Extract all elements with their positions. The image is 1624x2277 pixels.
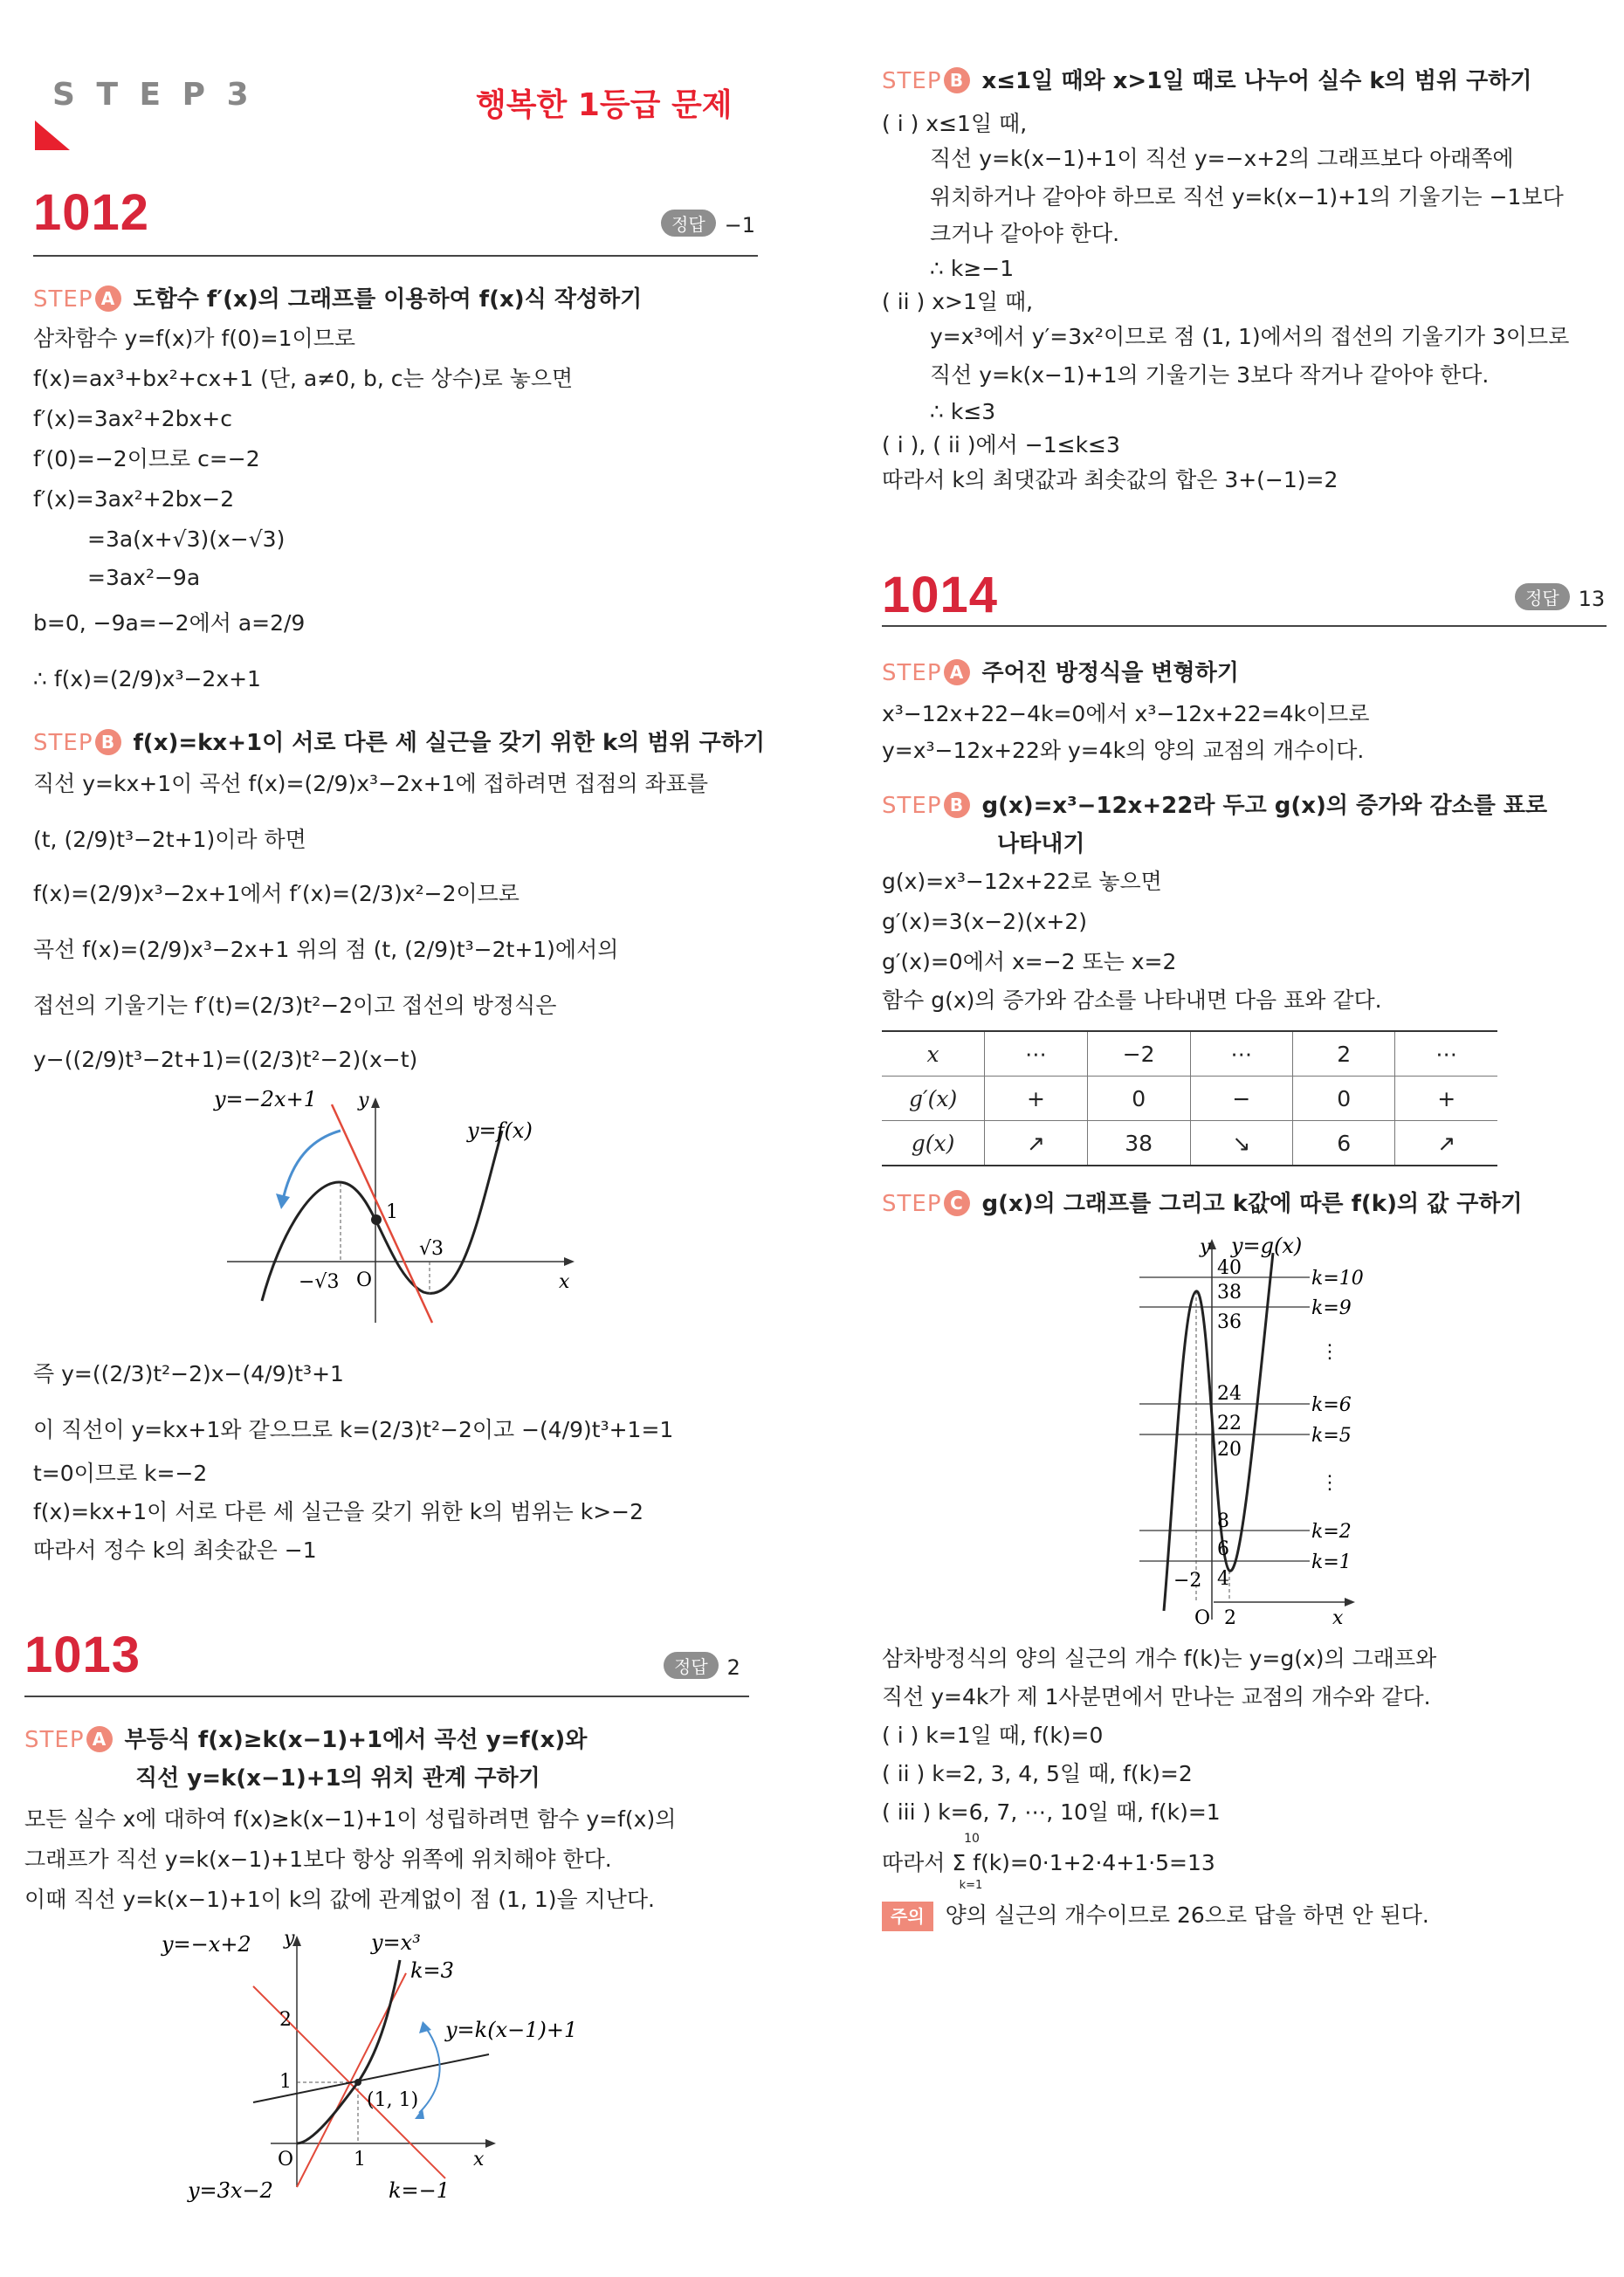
step-a-icon: A: [86, 1726, 113, 1752]
step-a-title-cont: 직선 y=k(x−1)+1의 위치 관계 구하기: [135, 1765, 540, 1792]
table-cell: 6: [1293, 1121, 1395, 1166]
text-line: ( iii ) k=6, 7, ⋯, 10일 때, f(k)=1: [882, 1799, 1221, 1825]
label-origin: O: [356, 1269, 373, 1291]
graph-1012: [201, 1087, 594, 1331]
tick-36: 36: [1217, 1311, 1242, 1333]
table-cell: ↗: [1395, 1121, 1497, 1166]
label-sqrt3: √3: [419, 1238, 444, 1260]
text-line: ∴ k≥−1: [930, 256, 1015, 281]
text-line: =3ax²−9a: [87, 565, 201, 590]
step-header-corner: [35, 120, 70, 150]
text-line: 따라서 정수 k의 최솟값은 −1: [33, 1537, 317, 1563]
divider: [882, 625, 1607, 627]
step-header-text: S T E P 3: [52, 77, 254, 113]
tick-22: 22: [1217, 1413, 1242, 1434]
divider: [24, 1696, 749, 1697]
label-origin: O: [278, 2149, 294, 2170]
label-cubic: y=x³: [371, 1930, 421, 1955]
caution-badge: 주의: [882, 1902, 933, 1931]
tick-4: 4: [1217, 1568, 1229, 1590]
table-cell: ⋯: [985, 1031, 1088, 1077]
table-row: [882, 1121, 1497, 1166]
label-k2: k=2: [1311, 1521, 1352, 1543]
text-line: 직선 y=k(x−1)+1의 기울기는 3보다 작거나 같아야 한다.: [930, 362, 1490, 388]
page-title: 행복한 1등급 문제: [476, 87, 733, 123]
tick-38: 38: [1217, 1282, 1242, 1304]
text-line: 삼차함수 y=f(x)가 f(0)=1이므로: [33, 326, 356, 351]
table-row: [882, 1077, 1497, 1121]
table-cell: +: [985, 1077, 1088, 1121]
label-k-line: y=k(x−1)+1: [445, 2018, 578, 2042]
graph-1014: [1135, 1227, 1397, 1628]
label-k6: k=6: [1311, 1394, 1352, 1416]
text-line: y−((2/9)t³−2t+1)=((2/3)t²−2)(x−t): [33, 1047, 418, 1072]
label-curve: y=g(x): [1231, 1234, 1303, 1258]
text-line: 삼차방정식의 양의 실근의 개수 f(k)는 y=g(x)의 그래프와: [882, 1646, 1437, 1671]
tick-24: 24: [1217, 1383, 1242, 1405]
table-cell: g′(x): [882, 1077, 985, 1121]
label-km1: k=−1: [389, 2178, 451, 2203]
step-c-title: STEP C g(x)의 그래프를 그리고 k값에 따른 f(k)의 값 구하기: [882, 1191, 1523, 1217]
sum-top: 10: [964, 1832, 980, 1846]
text-line: 직선 y=4k가 제 1사분면에서 만나는 교점의 개수와 같다.: [882, 1684, 1431, 1709]
problem-number-1012: 1012: [33, 184, 150, 241]
answer-badge: 정답: [1515, 583, 1570, 610]
problem-number-1013: 1013: [24, 1627, 141, 1683]
label-y-axis: y: [1200, 1236, 1211, 1258]
text-line: ∴ k≤3: [930, 399, 996, 424]
tick-8: 8: [1217, 1510, 1229, 1532]
step-a-title: STEP A 도함수 f′(x)의 그래프를 이용하여 f(x)식 작성하기: [33, 286, 643, 313]
text-line: 함수 g(x)의 증가와 감소를 나타내면 다음 표와 같다.: [882, 987, 1382, 1013]
label-y-axis: y: [284, 1928, 295, 1950]
table-cell: ↗: [985, 1121, 1088, 1166]
label-line-2: y=3x−2: [188, 2178, 273, 2203]
text-line: (t, (2/9)t³−2t+1)이라 하면: [33, 827, 306, 852]
table-cell: ↘: [1190, 1121, 1293, 1166]
text-line: t=0이므로 k=−2: [33, 1461, 208, 1486]
label-k10: k=10: [1311, 1268, 1364, 1290]
text-line: f(x)=(2/9)x³−2x+1에서 f′(x)=(2/3)x²−2이므로: [33, 881, 520, 906]
label-point: (1, 1): [367, 2089, 419, 2111]
step-b-icon: B: [944, 67, 970, 93]
text-line: ∴ f(x)=(2/9)x³−2x+1: [33, 666, 261, 691]
text-line: y=x³−12x+22와 y=4k의 양의 교점의 개수이다.: [882, 738, 1365, 763]
label-curve: y=f(x): [467, 1118, 533, 1143]
table-cell: −: [1190, 1077, 1293, 1121]
text-line: 그래프가 직선 y=k(x−1)+1보다 항상 위쪽에 위치해야 한다.: [24, 1847, 612, 1872]
table-cell: x: [882, 1031, 985, 1077]
label-x-two: 2: [1224, 1607, 1236, 1628]
text-line: f′(0)=−2이므로 c=−2: [33, 446, 260, 471]
tick-40: 40: [1217, 1257, 1242, 1279]
text-line: f(x)=kx+1이 서로 다른 세 실근을 갖기 위한 k의 범위는 k>−2: [33, 1499, 644, 1524]
tick-20: 20: [1217, 1439, 1242, 1461]
text-line: y=x³에서 y′=3x²이므로 점 (1, 1)에서의 접선의 기울기가 3이므로: [930, 324, 1570, 349]
text-line: 접선의 기울기는 f′(t)=(2/3)t²−2이고 접선의 방정식은: [33, 993, 557, 1018]
text-line: ( i ) k=1일 때, f(k)=0: [882, 1723, 1104, 1748]
answer-value: −1: [724, 213, 756, 237]
label-x-one: 1: [354, 2149, 366, 2170]
table-cell: g(x): [882, 1121, 985, 1166]
step-b-title: STEP B g(x)=x³−12x+22라 두고 g(x)의 증가와 감소를 표로: [882, 793, 1548, 819]
sum-bottom: k=1: [959, 1879, 983, 1892]
step-b-icon: B: [944, 792, 970, 818]
sum-limits-bottom: [955, 1879, 987, 1892]
table-cell: 38: [1087, 1121, 1190, 1166]
step-b-title: STEP B x≤1일 때와 x>1일 때로 나누어 실수 k의 범위 구하기: [882, 68, 1532, 94]
table-cell: ⋯: [1395, 1031, 1497, 1077]
answer-1012: [661, 210, 755, 237]
text-line: x³−12x+22−4k=0에서 x³−12x+22=4k이므로: [882, 701, 1370, 726]
text-line: 직선 y=k(x−1)+1이 직선 y=−x+2의 그래프보다 아래쪽에: [930, 146, 1514, 171]
step-b-icon: B: [95, 729, 121, 755]
answer-value: 13: [1578, 587, 1606, 611]
answer-badge: 정답: [661, 210, 716, 237]
vdots-upper: ⋮: [1320, 1341, 1339, 1363]
label-line-1: y=−x+2: [162, 1932, 251, 1957]
text-line: f(x)=ax³+bx²+cx+1 (단, a≠0, b, c는 상수)로 놓으면: [33, 366, 574, 391]
text-line: g′(x)=0에서 x=−2 또는 x=2: [882, 949, 1177, 974]
text-line: 위치하거나 같아야 하므로 직선 y=k(x−1)+1의 기울기는 −1보다: [930, 184, 1564, 210]
text-line: 따라서 Σ f(k)=0·1+2·4+1·5=13: [882, 1850, 1215, 1875]
text-line: 이때 직선 y=k(x−1)+1이 k의 값에 관계없이 점 (1, 1)을 지난다.: [24, 1887, 655, 1912]
text-line: 크거나 같아야 한다.: [930, 221, 1120, 246]
table-cell: 2: [1293, 1031, 1395, 1077]
increase-decrease-table: [882, 1030, 1497, 1166]
label-neg-two: −2: [1173, 1570, 1202, 1592]
label-y-axis: y: [358, 1090, 369, 1111]
text-line: f′(x)=3ax²+2bx+c: [33, 406, 232, 431]
step-header: [52, 77, 254, 113]
label-line: y=−2x+1: [214, 1087, 317, 1111]
label-one: 1: [279, 2071, 292, 2093]
answer-1014: [1515, 583, 1605, 611]
text-line: 이 직선이 y=kx+1와 같으므로 k=(2/3)t²−2이고 −(4/9)t³+1=1: [33, 1417, 674, 1442]
table-cell: ⋯: [1190, 1031, 1293, 1077]
step-b-title: STEP B f(x)=kx+1이 서로 다른 세 실근을 갖기 위한 k의 범위 구하기: [33, 730, 766, 756]
label-one: 1: [386, 1201, 398, 1223]
text-line: 즉 y=((2/3)t²−2)x−(4/9)t³+1: [33, 1361, 344, 1386]
answer-value: 2: [726, 1655, 740, 1680]
answer-1013: [664, 1652, 740, 1680]
label-x-axis: x: [559, 1271, 570, 1293]
vdots-lower: ⋮: [1320, 1472, 1339, 1494]
text-line: b=0, −9a=−2에서 a=2/9: [33, 610, 306, 636]
label-x-axis: x: [1332, 1607, 1344, 1628]
text-line: ( ii ) x>1일 때,: [882, 289, 1034, 314]
table-cell: +: [1395, 1077, 1497, 1121]
label-k3: k=3: [410, 1958, 454, 1983]
sum-limits: [959, 1832, 985, 1846]
label-neg-sqrt3: −√3: [299, 1271, 340, 1293]
label-x-axis: x: [473, 2149, 485, 2170]
text-line: 따라서 k의 최댓값과 최솟값의 합은 3+(−1)=2: [882, 467, 1338, 492]
answer-badge: 정답: [664, 1652, 719, 1679]
label-k1: k=1: [1311, 1551, 1352, 1573]
step-c-icon: C: [944, 1190, 970, 1216]
table-cell: 0: [1293, 1077, 1395, 1121]
step-a-title: STEP A 부등식 f(x)≥k(x−1)+1에서 곡선 y=f(x)와: [24, 1727, 588, 1753]
text-line: g′(x)=3(x−2)(x+2): [882, 909, 1088, 934]
text-line: ( i ) x≤1일 때,: [882, 111, 1028, 136]
label-k9: k=9: [1311, 1297, 1352, 1319]
divider: [33, 255, 758, 257]
label-k5: k=5: [1311, 1425, 1352, 1447]
table-cell: 0: [1087, 1077, 1190, 1121]
graph-1013: [157, 1925, 620, 2205]
text-line: ( ii ) k=2, 3, 4, 5일 때, f(k)=2: [882, 1761, 1193, 1786]
label-two: 2: [279, 2009, 292, 2031]
text-line: 직선 y=kx+1이 곡선 f(x)=(2/9)x³−2x+1에 접하려면 접점의 좌표를: [33, 771, 709, 796]
caution-note: [882, 1902, 1429, 1931]
step-a-title: STEP A 주어진 방정식을 변형하기: [882, 660, 1239, 686]
step-a-icon: A: [95, 285, 121, 312]
table-row: [882, 1031, 1497, 1077]
step-a-icon: A: [944, 659, 970, 685]
step-b-title-cont: 나타내기: [997, 831, 1085, 857]
problem-number-1014: 1014: [882, 567, 999, 623]
text-line: ( i ), ( ii )에서 −1≤k≤3: [882, 432, 1120, 457]
caution-text: 양의 실근의 개수이므로 26으로 답을 하면 안 된다.: [945, 1902, 1429, 1928]
table-cell: −2: [1087, 1031, 1190, 1077]
tick-6: 6: [1217, 1538, 1229, 1560]
text-line: g(x)=x³−12x+22로 놓으면: [882, 869, 1162, 894]
label-origin: O: [1194, 1607, 1211, 1628]
text-line: f′(x)=3ax²+2bx−2: [33, 486, 235, 512]
text-line: 모든 실수 x에 대하여 f(x)≥k(x−1)+1이 성립하려면 함수 y=f(x)의: [24, 1806, 677, 1832]
text-line: 곡선 f(x)=(2/9)x³−2x+1 위의 점 (t, (2/9)t³−2t+1)에서의: [33, 937, 619, 962]
text-line: =3a(x+√3)(x−√3): [87, 526, 286, 552]
